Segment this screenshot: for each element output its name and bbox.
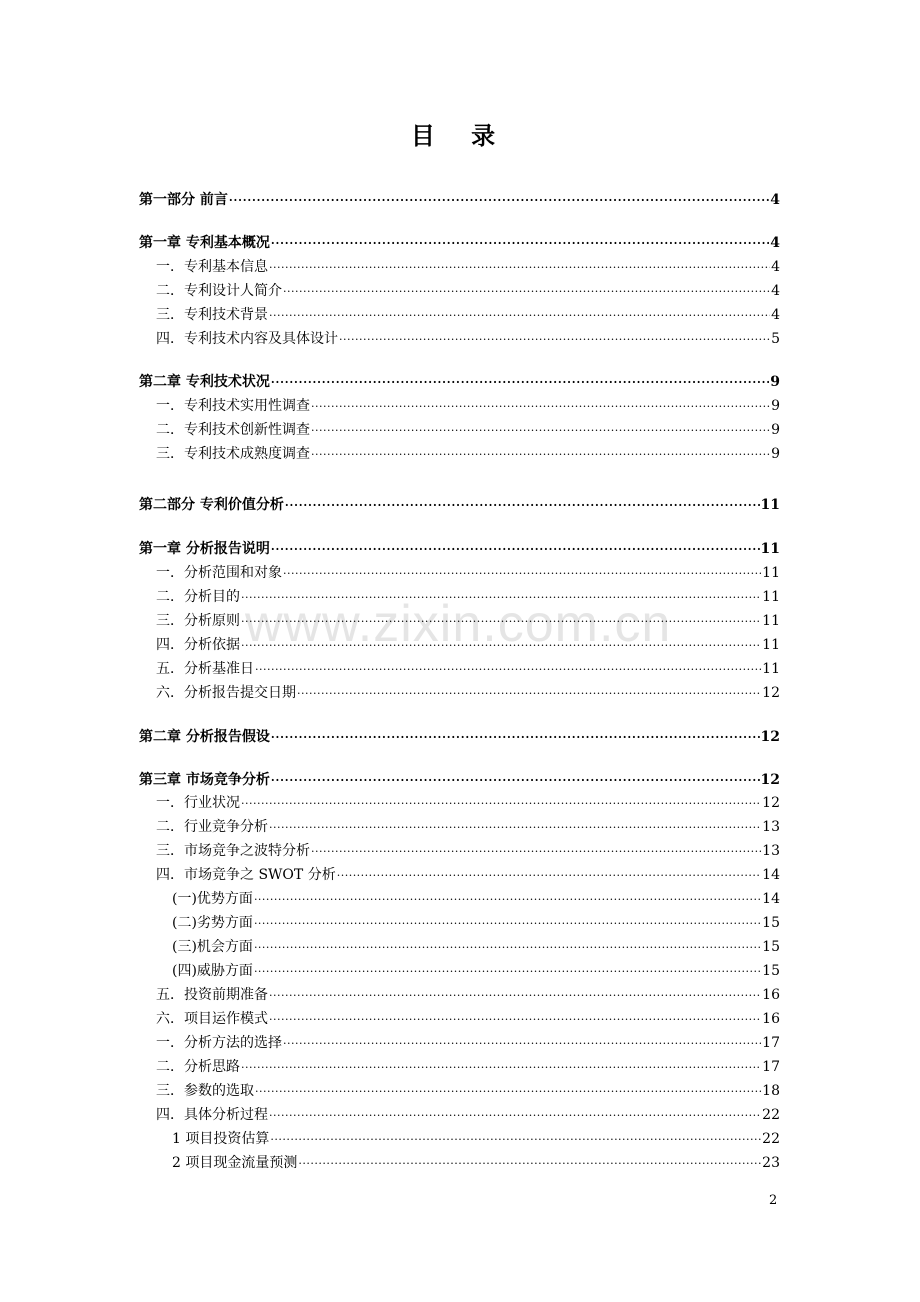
toc-entry[interactable]: [156, 421, 780, 439]
toc-leader-dots: [271, 771, 760, 789]
toc-leader-dots: [254, 938, 761, 956]
toc-entry-page: 22: [762, 1107, 780, 1123]
toc-entry-page: 14: [762, 891, 780, 907]
toc-entry-page: 11: [762, 589, 780, 605]
toc-entry-label: (三)机会方面: [172, 939, 253, 955]
toc-entry-label: (一)优势方面: [172, 891, 253, 907]
toc-entry[interactable]: [156, 564, 780, 582]
toc-entry-page: 15: [762, 939, 780, 955]
toc-entry-label: 四．专利技术内容及具体设计: [156, 331, 338, 347]
toc-leader-dots: [337, 866, 761, 884]
toc-entry-label: 一．专利技术实用性调查: [156, 398, 310, 414]
toc-entry[interactable]: [156, 282, 780, 300]
toc-entry-page: 5: [771, 331, 780, 347]
toc-entry-page: 9: [770, 374, 780, 390]
toc-entry-label: (二)劣势方面: [172, 915, 253, 931]
toc-leader-dots: [254, 962, 761, 980]
toc-entry-page: 13: [762, 843, 780, 859]
toc-entry[interactable]: [156, 1106, 780, 1124]
toc-leader-dots: [241, 1058, 761, 1076]
toc-entry-page: 4: [771, 259, 780, 275]
toc-entry-page: 11: [762, 565, 780, 581]
toc-leader-dots: [270, 1130, 761, 1148]
toc-entry-label: 第二章 分析报告假设: [139, 729, 270, 745]
toc-entry-page: 15: [762, 963, 780, 979]
toc-entry-label: 一．分析范围和对象: [156, 565, 282, 581]
toc-entry-label: 一．分析方法的选择: [156, 1035, 282, 1051]
toc-leader-dots: [254, 914, 761, 932]
toc-leader-dots: [269, 1010, 761, 1028]
toc-entry-label: 第二章 专利技术状况: [139, 374, 270, 390]
toc-entry[interactable]: [156, 1082, 780, 1100]
toc-leader-dots: [297, 684, 761, 702]
toc-entry[interactable]: [172, 1130, 780, 1148]
toc-entry[interactable]: [139, 373, 780, 391]
toc-entry-label: 一．行业状况: [156, 795, 240, 811]
toc-entry-label: 第一部分 前言: [139, 192, 228, 208]
toc-entry-page: 12: [762, 685, 780, 701]
toc-leader-dots: [255, 660, 761, 678]
toc-entry-page: 4: [770, 192, 780, 208]
toc-entry-label: (四)威胁方面: [172, 963, 253, 979]
toc-leader-dots: [269, 986, 761, 1004]
toc-entry[interactable]: [172, 938, 780, 956]
toc-entry-label: 六．项目运作模式: [156, 1011, 268, 1027]
toc-leader-dots: [255, 1082, 761, 1100]
toc-entry[interactable]: [172, 1154, 780, 1172]
toc-leader-dots: [269, 818, 761, 836]
toc-entry-label: 第三章 市场竞争分析: [139, 772, 270, 788]
toc-leader-dots: [283, 1034, 761, 1052]
toc-entry[interactable]: [172, 890, 780, 908]
toc-leader-dots: [271, 540, 760, 558]
toc-entry[interactable]: [156, 986, 780, 1004]
toc-entry-page: 14: [762, 867, 780, 883]
toc-entry[interactable]: [156, 818, 780, 836]
watermark: www.zixin.com.cn: [245, 595, 672, 653]
toc-entry-label: 一．专利基本信息: [156, 259, 268, 275]
toc-leader-dots: [271, 234, 769, 252]
toc-entry-page: 9: [771, 422, 780, 438]
toc-entry-label: 二．分析思路: [156, 1059, 240, 1075]
toc-leader-dots: [283, 282, 770, 300]
toc-entry[interactable]: [172, 914, 780, 932]
toc-entry-label: 五．分析基准日: [156, 661, 254, 677]
toc-leader-dots: [269, 258, 770, 276]
toc-entry-page: 16: [762, 987, 780, 1003]
toc-entry[interactable]: [156, 612, 780, 630]
toc-entry-page: 4: [770, 235, 780, 251]
toc-leader-dots: [311, 397, 770, 415]
toc-entry-page: 23: [762, 1155, 780, 1171]
toc-leader-dots: [271, 728, 760, 746]
toc-title: 目 录: [410, 121, 510, 150]
toc-entry[interactable]: [156, 1010, 780, 1028]
toc-entry[interactable]: [139, 191, 780, 209]
toc-leader-dots: [311, 421, 770, 439]
toc-entry[interactable]: [156, 445, 780, 463]
toc-entry[interactable]: [156, 330, 780, 348]
toc-entry-page: 12: [760, 772, 780, 788]
toc-entry-page: 11: [762, 637, 780, 653]
toc-entry-page: 9: [771, 398, 780, 414]
toc-entry-page: 11: [760, 541, 780, 557]
toc-entry[interactable]: [156, 588, 780, 606]
toc-entry[interactable]: [156, 866, 780, 884]
toc-entry-label: 二．专利设计人简介: [156, 283, 282, 299]
toc-leader-dots: [241, 636, 761, 654]
toc-leader-dots: [241, 588, 761, 606]
toc-entry-label: 六．分析报告提交日期: [156, 685, 296, 701]
toc-entry-page: 12: [762, 795, 780, 811]
toc-leader-dots: [283, 564, 761, 582]
toc-entry[interactable]: [156, 842, 780, 860]
toc-entry-label: 第二部分 专利价值分析: [139, 497, 284, 513]
toc-entry-label: 三．专利技术成熟度调查: [156, 446, 310, 462]
toc-entry-label: 第一章 分析报告说明: [139, 541, 270, 557]
toc-entry[interactable]: [156, 306, 780, 324]
toc-leader-dots: [241, 612, 761, 630]
toc-entry-page: 11: [762, 613, 780, 629]
toc-entry-label: 三．参数的选取: [156, 1083, 254, 1099]
toc-entry-label: 二．行业竞争分析: [156, 819, 268, 835]
toc-entry-page: 9: [771, 446, 780, 462]
toc-entry-page: 17: [762, 1059, 780, 1075]
toc-entry-label: 2 项目现金流量预测: [172, 1155, 298, 1171]
toc-leader-dots: [269, 1106, 761, 1124]
toc-leader-dots: [271, 373, 769, 391]
toc-entry[interactable]: [156, 636, 780, 654]
toc-entry-label: 三．分析原则: [156, 613, 240, 629]
toc-entry[interactable]: [156, 1058, 780, 1076]
toc-entry-label: 四．分析依据: [156, 637, 240, 653]
page-number: 2: [769, 1193, 778, 1208]
toc-entry-page: 18: [762, 1083, 780, 1099]
toc-entry-label: 二．专利技术创新性调查: [156, 422, 310, 438]
toc-entry-label: 第一章 专利基本概况: [139, 235, 270, 251]
toc-entry-label: 三．市场竞争之波特分析: [156, 843, 310, 859]
toc-entry-label: 二．分析目的: [156, 589, 240, 605]
toc-entry-page: 4: [771, 307, 780, 323]
toc-leader-dots: [311, 842, 761, 860]
toc-entry[interactable]: [139, 540, 780, 558]
toc-leader-dots: [285, 496, 760, 514]
toc-leader-dots: [269, 306, 770, 324]
toc-entry-page: 13: [762, 819, 780, 835]
toc-leader-dots: [339, 330, 770, 348]
toc-leader-dots: [298, 1154, 761, 1172]
toc-entry[interactable]: [156, 1034, 780, 1052]
toc-entry-label: 五．投资前期准备: [156, 987, 268, 1003]
toc-entry[interactable]: [156, 397, 780, 415]
toc-leader-dots: [229, 191, 769, 209]
toc-leader-dots: [241, 794, 761, 812]
toc-entry-page: 15: [762, 915, 780, 931]
toc-entry-page: 16: [762, 1011, 780, 1027]
toc-entry[interactable]: [172, 962, 780, 980]
toc-entry-page: 11: [760, 497, 780, 513]
toc-entry-label: 三．专利技术背景: [156, 307, 268, 323]
toc-entry[interactable]: [139, 771, 780, 789]
toc-entry-page: 22: [762, 1131, 780, 1147]
toc-leader-dots: [311, 445, 770, 463]
toc-leader-dots: [254, 890, 761, 908]
toc-entry[interactable]: [139, 496, 780, 514]
toc-entry[interactable]: [156, 794, 780, 812]
toc-entry[interactable]: [139, 234, 780, 252]
toc-entry-page: 17: [762, 1035, 780, 1051]
toc-entry[interactable]: [156, 660, 780, 678]
toc-entry[interactable]: [156, 258, 780, 276]
toc-entry-page: 4: [771, 283, 780, 299]
toc-entry[interactable]: [156, 684, 780, 702]
toc-entry-label: 四．市场竞争之 SWOT 分析: [156, 867, 336, 883]
toc-entry-label: 四．具体分析过程: [156, 1107, 268, 1123]
toc-entry-page: 12: [760, 729, 780, 745]
toc-entry-page: 11: [762, 661, 780, 677]
toc-entry[interactable]: [139, 728, 780, 746]
toc-entry-label: 1 项目投资估算: [172, 1131, 270, 1147]
